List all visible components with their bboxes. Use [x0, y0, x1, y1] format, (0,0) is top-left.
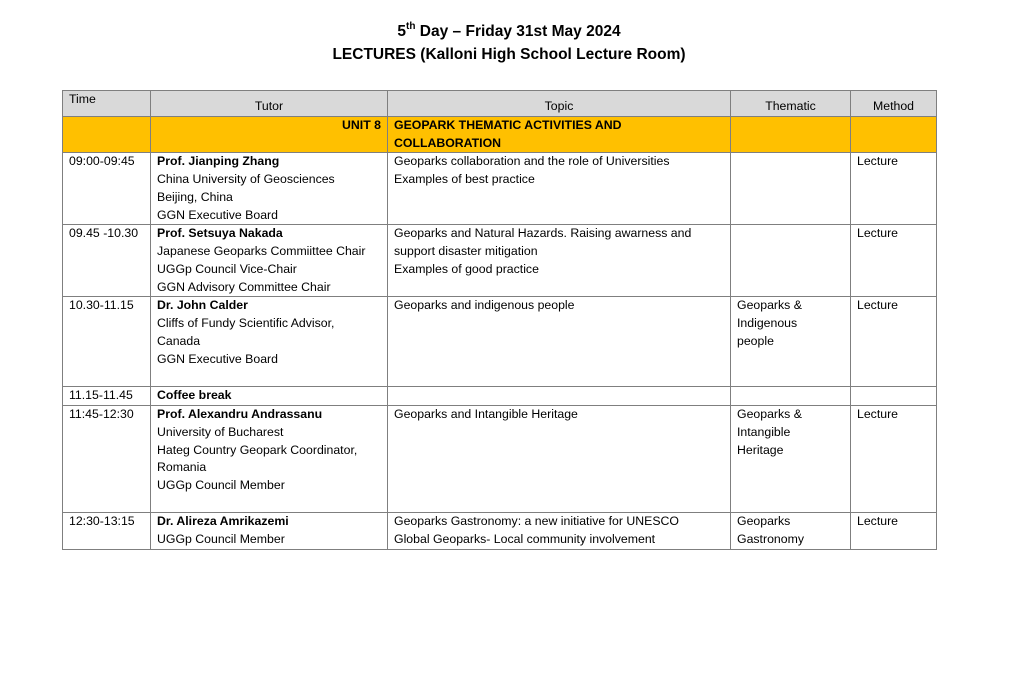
header-thematic: Thematic — [731, 91, 851, 117]
topic-cell — [388, 225, 731, 297]
unit-empty-cell — [63, 117, 151, 153]
thematic-line: Geoparks & — [737, 407, 802, 422]
header-method: Method — [851, 91, 937, 117]
tutor-affiliation: Hateg Country Geopark Coordinator, — [157, 442, 358, 457]
tutor-name: Prof. Jianping Zhang — [157, 154, 280, 169]
unit-title-line: COLLABORATION — [394, 135, 502, 150]
tutor-affiliation: GGN Executive Board — [157, 351, 278, 366]
page-title-day — [0, 21, 1018, 43]
table-row — [63, 387, 937, 406]
topic-cell — [388, 153, 731, 225]
method-cell: Lecture — [851, 513, 937, 549]
tutor-cell — [151, 406, 388, 513]
topic-cell — [388, 297, 731, 387]
time-cell: 09:00-09:45 — [63, 153, 151, 225]
topic-cell — [388, 387, 731, 406]
tutor-affiliation: UGGp Council Member — [157, 531, 285, 546]
unit-row — [63, 117, 937, 153]
thematic-cell — [731, 513, 851, 549]
time-cell: 10.30-11.15 — [63, 297, 151, 387]
topic-line: support disaster mitigation — [394, 244, 538, 259]
tutor-affiliation: Cliffs of Fundy Scientific Advisor, — [157, 316, 335, 331]
topic-line: Geoparks and Intangible Heritage — [394, 407, 578, 422]
tutor-affiliation: GGN Executive Board — [157, 207, 278, 222]
tutor-affiliation: UGGp Council Member — [157, 477, 285, 492]
table-header-row — [63, 91, 937, 117]
topic-line: Examples of good practice — [394, 261, 539, 276]
tutor-affiliation: Canada — [157, 333, 201, 348]
thematic-line: Indigenous — [737, 316, 798, 331]
table-row — [63, 153, 937, 225]
tutor-affiliation: UGGp Council Vice-Chair — [157, 261, 297, 276]
topic-line: Examples of best practice — [394, 172, 535, 187]
day-date: Day – Friday 31st May 2024 — [415, 23, 621, 40]
time-cell: 11:45-12:30 — [63, 406, 151, 513]
unit-empty-cell — [851, 117, 937, 153]
thematic-cell — [731, 153, 851, 225]
thematic-line: Geoparks & — [737, 298, 802, 313]
tutor-affiliation: China University of Geosciences — [157, 172, 335, 187]
header-tutor: Tutor — [151, 91, 388, 117]
day-number: 5 — [397, 23, 407, 40]
tutor-name: Dr. John Calder — [157, 298, 248, 313]
topic-cell — [388, 406, 731, 513]
schedule-table — [62, 90, 937, 550]
tutor-cell — [151, 153, 388, 225]
tutor-cell — [151, 225, 388, 297]
method-cell — [851, 387, 937, 406]
tutor-affiliation: Beijing, China — [157, 189, 233, 204]
topic-cell — [388, 513, 731, 549]
thematic-cell — [731, 387, 851, 406]
thematic-line: Gastronomy — [737, 531, 804, 546]
unit-title — [388, 117, 731, 153]
unit-empty-cell — [731, 117, 851, 153]
tutor-cell — [151, 513, 388, 549]
table-row — [63, 225, 937, 297]
table-row — [63, 513, 937, 549]
header-time: Time — [63, 91, 151, 117]
thematic-cell — [731, 225, 851, 297]
unit-title-line: GEOPARK THEMATIC ACTIVITIES AND — [394, 118, 622, 132]
thematic-cell — [731, 297, 851, 387]
tutor-affiliation: GGN Advisory Committee Chair — [157, 279, 331, 294]
method-cell: Lecture — [851, 406, 937, 513]
tutor-name: Prof. Setsuya Nakada — [157, 226, 283, 241]
page-subtitle: LECTURES (Kalloni High School Lecture Room) — [332, 46, 686, 63]
topic-line: Geoparks and indigenous people — [394, 298, 575, 313]
day-suffix: th — [406, 20, 416, 32]
thematic-line: people — [737, 333, 774, 348]
header-topic: Topic — [388, 91, 731, 117]
tutor-affiliation: Japanese Geoparks Commiittee Chair — [157, 244, 366, 259]
topic-line: Geoparks collaboration and the role of Universities — [394, 154, 670, 169]
tutor-cell — [151, 387, 388, 406]
unit-label: UNIT 8 — [151, 117, 388, 153]
tutor-name: Prof. Alexandru Andrassanu — [157, 407, 323, 422]
method-cell: Lecture — [851, 225, 937, 297]
thematic-line: Intangible — [737, 424, 791, 439]
time-cell: 11.15-11.45 — [63, 387, 151, 406]
tutor-affiliation: Romania — [157, 460, 207, 475]
method-cell: Lecture — [851, 297, 937, 387]
tutor-affiliation: University of Bucharest — [157, 424, 284, 439]
method-cell: Lecture — [851, 153, 937, 225]
topic-line: Geoparks and Natural Hazards. Raising awarness and — [394, 226, 692, 241]
table-row — [63, 297, 937, 387]
topic-line: Global Geoparks- Local community involvement — [394, 531, 656, 546]
table-row — [63, 406, 937, 513]
tutor-name: Coffee break — [157, 388, 232, 403]
time-cell: 09.45 -10.30 — [63, 225, 151, 297]
thematic-line: Heritage — [737, 442, 784, 457]
thematic-cell — [731, 406, 851, 513]
tutor-cell — [151, 297, 388, 387]
tutor-name: Dr. Alireza Amrikazemi — [157, 514, 289, 529]
thematic-line: Geoparks — [737, 514, 791, 529]
topic-line: Geoparks Gastronomy: a new initiative for UNESCO — [394, 514, 679, 529]
time-cell: 12:30-13:15 — [63, 513, 151, 549]
